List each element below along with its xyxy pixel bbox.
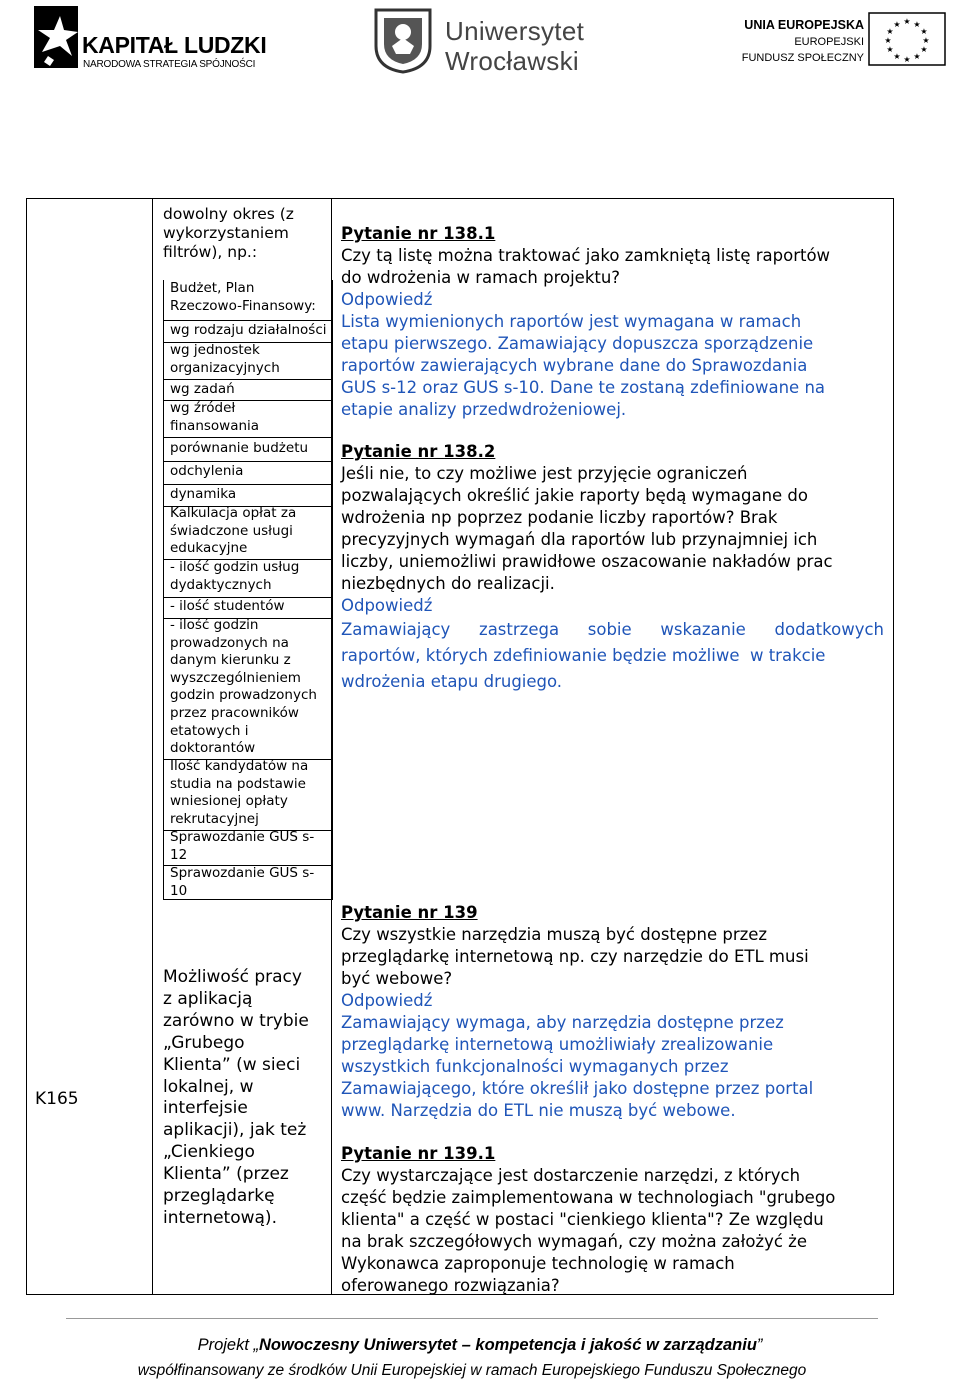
eu-line2: EUROPEJSKI <box>794 36 864 48</box>
question-138-1 <box>341 223 830 421</box>
svg-text:★: ★ <box>920 27 928 36</box>
answer-label: Odpowiedź <box>341 596 433 615</box>
question-text: część będzie zaimplementowana w technologiach "grubego <box>341 1188 836 1207</box>
footer-project: Projekt „Nowoczesny Uniwersytet – kompetencja i jakość w zarządzaniu” <box>197 1336 763 1354</box>
question-text: na brak szczegółowych wymagań, czy można założyć że <box>341 1232 807 1251</box>
filter-item: dynamika <box>170 486 237 502</box>
answer-text: etapu pierwszego. Zamawiający dopuszcza sporządzenie <box>341 334 814 353</box>
university-logo <box>372 8 592 74</box>
answer-label: Odpowiedź <box>341 290 433 309</box>
svg-text:★: ★ <box>884 36 892 45</box>
answer-text: Zamawiającego, które określił jako dostępne przez portal <box>341 1079 814 1098</box>
filter-item: porównanie budżetu <box>170 440 309 456</box>
question-text: Czy wystarczające jest dostarczenie narzędzi, z których <box>341 1166 801 1185</box>
question-heading: Pytanie nr 138.1 <box>341 224 496 243</box>
kapital-ludzki-star-icon <box>28 4 84 70</box>
question-text: przeglądarkę internetową np. czy narzędzie do ETL musi <box>341 947 809 966</box>
svg-text:★: ★ <box>922 36 930 45</box>
question-text: precyzyjnych wymagań dla raportów lub przynajmniej ich <box>341 530 818 549</box>
question-text: Czy tą listę można traktować jako zamkniętą listę raportów <box>341 246 831 265</box>
question-text: niezbędnych do realizacji. <box>341 574 555 593</box>
filter-item: - ilość studentów <box>170 598 285 614</box>
svg-text:★: ★ <box>886 27 894 36</box>
filter-item: wg źródeł finansowania <box>170 400 260 434</box>
kapital-ludzki-title: KAPITAŁ LUDZKI <box>82 32 267 58</box>
svg-text:★: ★ <box>903 17 911 26</box>
filter-item: Kalkulacja opłat za świadczone usługi edukacyjne <box>170 505 297 557</box>
eu-logo <box>726 12 946 68</box>
answer-text: www. Narzędzia do ETL nie muszą być webowe. <box>341 1101 736 1120</box>
question-text: klienta" a część w postaci "cienkiego klienta"? Ze względu <box>341 1210 824 1229</box>
svg-text:★: ★ <box>920 45 928 54</box>
filter-separator <box>164 379 333 380</box>
answer-text: przeglądarkę internetową umożliwiały zrealizowanie <box>341 1035 774 1054</box>
filter-separator <box>164 437 333 438</box>
filter-item: wg zadań <box>170 381 235 397</box>
university-crest-icon <box>372 8 434 74</box>
svg-text:★: ★ <box>913 52 921 61</box>
filter-item: wg rodzaju działalności <box>170 322 327 338</box>
question-text: Wykonawca zaproponuje technologię w ramach <box>341 1254 735 1273</box>
filter-item: wg jednostek organizacyjnych <box>170 342 280 376</box>
requirement-text: Możliwość pracy z aplikacją zarówno w trybie „Grubego Klienta” (w sieci lokalnej, w interfejsie aplikacji), jak też „Cienkiego Klienta” (przez przeglądarkę internetową). <box>163 967 309 1228</box>
question-text: Jeśli nie, to czy możliwe jest przyjęcie ograniczeń <box>341 464 748 483</box>
filter-separator <box>164 484 333 485</box>
filter-list <box>163 280 333 900</box>
kapital-ludzki-subtitle: NARODOWA STRATEGIA SPÓJNOŚCI <box>83 59 256 70</box>
question-138-2 <box>341 441 884 695</box>
filter-item: - ilość godzin prowadzonych na danym kierunku z wyszczególnieniem godzin prowadzonych przez pracowników etatowych i doktorantów <box>170 617 317 757</box>
filter-separator <box>164 461 333 462</box>
footer-cofinance: współfinansowany ze środków Unii Europejskiej w ramach Europejskiego Funduszu Społecznego <box>137 1362 807 1379</box>
answer-text: Zamawiający zastrzega sobie wskazanie dodatkowych <box>341 620 884 639</box>
footer-project-name: Nowoczesny Uniwersytet – kompetencja i jakość w zarządzaniu <box>259 1336 757 1354</box>
question-text: pozwalających określić jakie raporty będą wymagane do <box>341 486 809 505</box>
question-heading: Pytanie nr 138.2 <box>341 442 496 461</box>
answer-label: Odpowiedź <box>341 991 433 1010</box>
university-name-line1: Uniwersytet <box>445 16 585 46</box>
kapital-ludzki-logo <box>28 4 278 70</box>
answer-text: etapie analizy przedwdrożeniowej. <box>341 400 627 419</box>
answer-text-continued: Zamawiający dopuszcza sporządzenie <box>492 334 814 353</box>
column-divider-1 <box>152 199 153 1294</box>
question-text: do wdrożenia w ramach projektu? <box>341 268 621 287</box>
question-text: wdrożenia np poprzez podanie liczby raportów? Brak <box>341 508 778 527</box>
question-text: być webowe? <box>341 969 453 988</box>
filter-item: Ilość kandydatów na studia na podstawie wniesionej opłaty rekrutacyjnej <box>170 758 309 827</box>
question-139 <box>341 902 813 1122</box>
svg-text:★: ★ <box>903 55 911 64</box>
answer-text: wdrożenia etapu drugiego. <box>341 672 563 691</box>
answer-text: raportów zawierających wybrane dane do Sprawozdania <box>341 356 808 375</box>
filter-item: Budżet, Plan Rzeczowo-Finansowy: <box>170 280 316 314</box>
answer-text: Lista wymienionych raportów jest wymagana w ramach <box>341 312 802 331</box>
footer-divider <box>66 1318 878 1319</box>
eu-line3: FUNDUSZ SPOŁECZNY <box>741 52 864 64</box>
university-name-line2: Wrocławski <box>445 46 579 76</box>
answer-text: wszystkich funkcjonalności wymaganych przez <box>341 1057 729 1076</box>
eu-line1: UNIA EUROPEJSKA <box>744 18 864 32</box>
svg-text:★: ★ <box>893 52 901 61</box>
requirements-table <box>26 198 894 1295</box>
svg-text:★: ★ <box>893 20 901 29</box>
answer-text: Zamawiający wymaga, aby narzędzia dostępne przez <box>341 1013 784 1032</box>
filter-item: - ilość godzin usług dydaktycznych <box>170 559 300 593</box>
filter-item: Sprawozdanie GUS s- 12 <box>170 829 315 863</box>
intro-text: dowolny okres (z wykorzystaniem filtrów), np.: <box>163 205 294 261</box>
question-text: oferowanego rozwiązania? <box>341 1276 560 1295</box>
question-heading: Pytanie nr 139.1 <box>341 1144 496 1163</box>
eu-flag-icon <box>868 12 946 66</box>
filter-separator <box>164 320 333 321</box>
svg-text:★: ★ <box>886 45 894 54</box>
requirement-id: K165 <box>35 1089 79 1109</box>
filter-item: Sprawozdanie GUS s- 10 <box>170 865 315 899</box>
page-header <box>0 0 960 100</box>
filter-item: odchylenia <box>170 463 244 479</box>
svg-text:★: ★ <box>913 20 921 29</box>
answer-text: GUS s-12 oraz GUS s-10. Dane te zostaną zdefiniowane na <box>341 378 826 397</box>
answer-text: raportów, których zdefiniowanie będzie możliwe w trakcie <box>341 646 826 665</box>
question-text: liczby, uniemożliwi prawidłowe oszacowanie nakładów prac <box>341 552 833 571</box>
question-text: Czy wszystkie narzędzia muszą być dostępne przez <box>341 925 768 944</box>
question-heading: Pytanie nr 139 <box>341 903 478 922</box>
question-139-1 <box>341 1143 835 1297</box>
